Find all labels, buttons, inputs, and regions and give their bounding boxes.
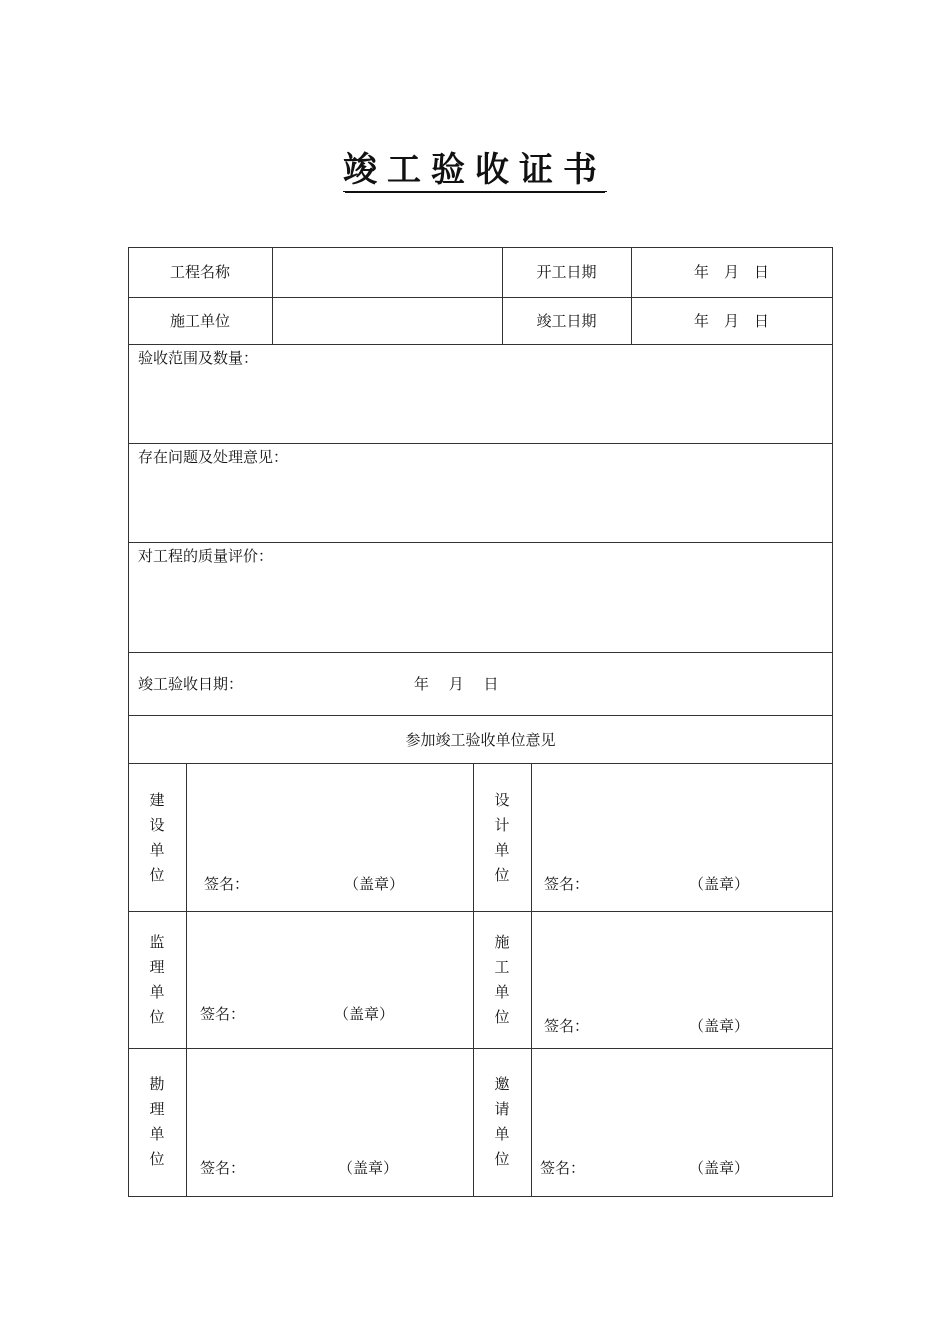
start-date-field[interactable]: 年 月 日 [693,263,769,281]
unit-label-construction: 建设单位 [149,791,165,884]
row-divider [128,1048,833,1049]
seal-label: （盖章） [338,1159,399,1177]
project-name-label: 工程名称 [169,263,230,281]
seal-label: （盖章） [689,1159,750,1177]
acceptance-date-field[interactable]: 年 月 日 [414,675,499,693]
border-bottom [128,1196,833,1197]
seal-label: （盖章） [689,1017,750,1035]
completion-date-label: 竣工日期 [536,312,597,330]
row-divider [128,652,833,653]
border-right [832,247,833,1197]
scope-field[interactable] [129,369,832,443]
issues-field[interactable] [129,468,832,542]
seal-label: （盖章） [344,875,405,893]
document-title: 竣工验收证书 [0,150,950,192]
participants-heading: 参加竣工验收单位意见 [405,731,556,749]
row-divider [128,911,833,912]
unit-label-design: 设计单位 [494,791,510,884]
project-name-field[interactable] [273,248,502,297]
col-divider [186,763,187,1196]
seal-label: （盖章） [334,1005,395,1023]
col-divider [473,763,474,1196]
unit-label-supervision: 监理单位 [149,933,165,1026]
issues-label: 存在问题及处理意见： [138,448,289,466]
row-divider [128,542,833,543]
contractor-label: 施工单位 [169,312,230,330]
row-divider [128,443,833,444]
row-divider [128,763,833,764]
sign-label: 签名： [544,1017,590,1035]
sign-label: 签名： [200,1159,246,1177]
acceptance-form [128,247,833,1197]
acceptance-date-label: 竣工验收日期： [138,675,244,693]
sign-label: 签名： [204,875,250,893]
unit-label-builder: 施工单位 [494,933,510,1026]
sign-label: 签名： [544,875,590,893]
sign-label: 签名： [540,1159,586,1177]
row-divider [128,715,833,716]
unit-label-survey: 勘理单位 [149,1075,165,1168]
sign-label: 签名： [200,1005,246,1023]
unit-label-invited: 邀请单位 [494,1075,510,1168]
scope-label: 验收范围及数量： [138,349,259,367]
row-divider [128,344,833,345]
col-divider [531,763,532,1196]
quality-field[interactable] [129,567,832,652]
seal-label: （盖章） [689,875,750,893]
contractor-field[interactable] [273,298,502,344]
start-date-label: 开工日期 [536,263,597,281]
completion-date-field[interactable]: 年 月 日 [693,312,769,330]
quality-label: 对工程的质量评价： [138,547,274,565]
